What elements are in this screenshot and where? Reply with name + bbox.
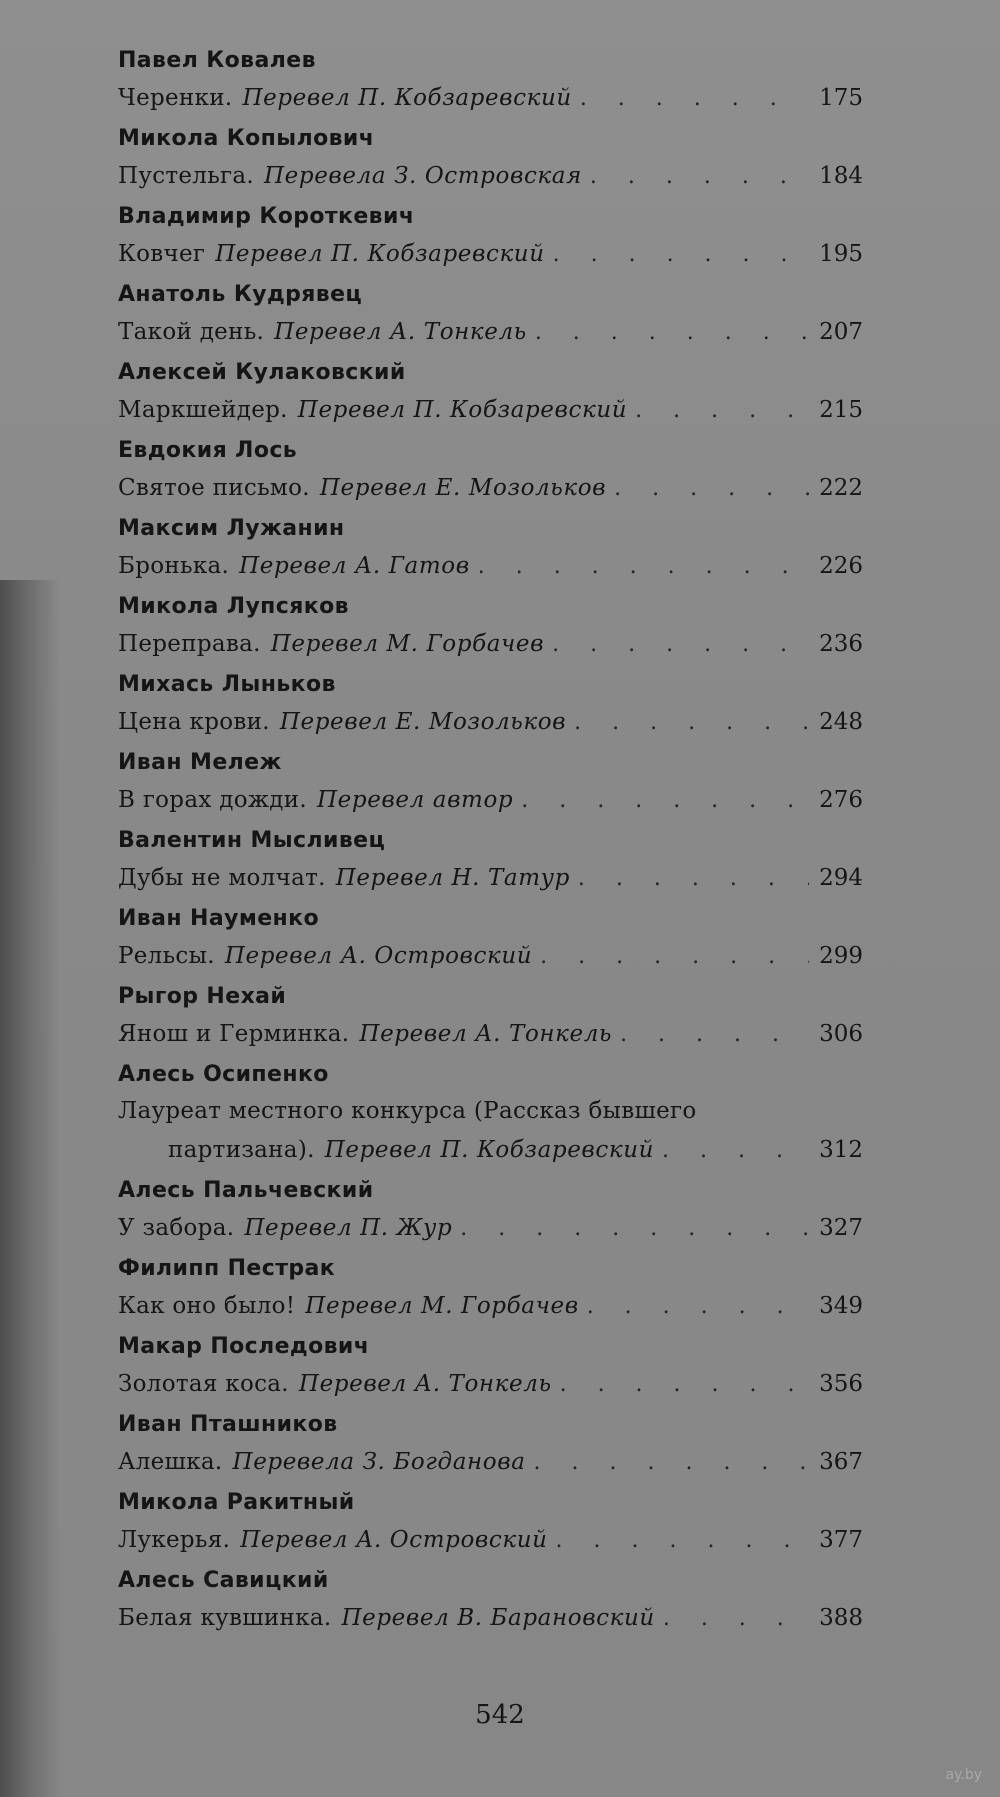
work-line xyxy=(118,1364,863,1408)
toc-entry xyxy=(118,278,863,356)
toc-entry xyxy=(118,746,863,824)
toc-entry xyxy=(118,1174,863,1252)
author-name: Макар Последович xyxy=(118,1334,370,1359)
work-title: Черенки. xyxy=(118,85,233,111)
work-line xyxy=(118,780,863,824)
leader-dots xyxy=(620,1015,809,1055)
translator: Перевел Н. Татур xyxy=(335,865,570,891)
author-name: Алесь Пальчевский xyxy=(118,1178,374,1203)
page-number: 184 xyxy=(819,163,863,189)
work-line xyxy=(118,390,863,434)
work-line xyxy=(118,1014,863,1058)
work-line xyxy=(118,624,863,668)
author-name: Евдокия Лось xyxy=(118,438,298,463)
work-line xyxy=(118,1598,863,1642)
leader-dots xyxy=(578,859,809,899)
author-name: Иван Пташников xyxy=(118,1412,338,1437)
toc-entry xyxy=(118,356,863,434)
leader-dots xyxy=(534,1443,809,1483)
page-number: 226 xyxy=(819,553,863,579)
work-title: У забора. xyxy=(118,1215,235,1241)
author-name: Филипп Пестрак xyxy=(118,1256,336,1281)
translator: Перевел А. Тонкель xyxy=(298,1371,552,1397)
page-number: 327 xyxy=(819,1215,863,1241)
author-name: Алексей Кулаковский xyxy=(118,360,406,385)
translator: Перевел автор xyxy=(317,787,514,813)
work-title: Маркшейдер. xyxy=(118,397,288,423)
work-title: Алешка. xyxy=(118,1449,223,1475)
work-title: Ковчег xyxy=(118,241,206,267)
translator: Перевел П. Кобзаревский xyxy=(297,397,628,423)
leader-dots xyxy=(587,1287,809,1327)
leader-dots xyxy=(552,625,809,665)
leader-dots xyxy=(614,469,809,509)
work-title: партизана). xyxy=(168,1137,315,1163)
leader-dots xyxy=(553,235,809,275)
work-line xyxy=(118,468,863,512)
toc-entry xyxy=(118,824,863,902)
page-number: 294 xyxy=(819,865,863,891)
work-title: Бронька. xyxy=(118,553,230,579)
work-line xyxy=(118,234,863,278)
work-line xyxy=(118,936,863,980)
author-name: Иван Науменко xyxy=(118,906,319,931)
translator: Перевела З. Богданова xyxy=(232,1449,526,1475)
leader-dots xyxy=(580,79,809,119)
work-title: Белая кувшинка. xyxy=(118,1605,332,1631)
page-number: 276 xyxy=(819,787,863,813)
leader-dots xyxy=(460,1209,809,1249)
work-line xyxy=(118,156,863,200)
leader-dots xyxy=(521,781,809,821)
leader-dots xyxy=(590,157,809,197)
work-title: Золотая коса. xyxy=(118,1371,289,1397)
work-title: Такой день. xyxy=(118,319,265,345)
toc-entry xyxy=(118,1408,863,1486)
work-title: Янош и Герминка. xyxy=(118,1021,350,1047)
author-name: Микола Копылович xyxy=(118,126,375,151)
author-name: Микола Лупсяков xyxy=(118,594,349,619)
work-line xyxy=(118,1130,863,1174)
toc-entry xyxy=(118,434,863,512)
work-line xyxy=(118,1442,863,1486)
work-title: Святое письмо. xyxy=(118,475,310,501)
work-line xyxy=(118,1208,863,1252)
translator: Перевел П. Жур xyxy=(244,1215,453,1241)
leader-dots xyxy=(478,547,809,587)
work-title: Цена крови. xyxy=(118,709,270,735)
work-title: Как оно было! xyxy=(118,1293,296,1319)
work-line xyxy=(118,78,863,122)
work-title: Дубы не молчат. xyxy=(118,865,326,891)
translator: Перевел Е. Мозольков xyxy=(319,475,607,501)
leader-dots xyxy=(574,703,809,743)
translator: Перевел А. Островский xyxy=(240,1527,548,1553)
translator: Перевел П. Кобзаревский xyxy=(324,1137,655,1163)
toc-entry xyxy=(118,902,863,980)
page-number: 356 xyxy=(819,1371,863,1397)
page-folio: 542 xyxy=(475,1700,525,1730)
author-name: Павел Ковалев xyxy=(118,48,316,73)
author-name: Валентин Мысливец xyxy=(118,828,386,853)
translator: Перевел В. Барановский xyxy=(341,1605,655,1631)
toc-entry xyxy=(118,1564,863,1642)
page-number: 248 xyxy=(819,709,863,735)
toc-entry xyxy=(118,200,863,278)
toc-entry xyxy=(118,668,863,746)
leader-dots xyxy=(556,1521,809,1561)
toc-entry xyxy=(118,512,863,590)
work-title: Рельсы. xyxy=(118,943,215,969)
page-number: 377 xyxy=(819,1527,863,1553)
page-number: 367 xyxy=(819,1449,863,1475)
translator: Перевел П. Кобзаревский xyxy=(242,85,572,111)
work-title: Переправа. xyxy=(118,631,261,657)
author-name: Михась Лыньков xyxy=(118,672,336,697)
toc-entry xyxy=(118,1058,863,1174)
translator: Перевел А. Тонкель xyxy=(274,319,527,345)
page-shadow xyxy=(0,580,60,1797)
table-of-contents xyxy=(118,44,863,1642)
leader-dots xyxy=(663,1599,809,1639)
page-number: 195 xyxy=(819,241,863,267)
work-line xyxy=(118,546,863,590)
leader-dots xyxy=(560,1365,809,1405)
work-line xyxy=(118,1286,863,1330)
leader-dots xyxy=(662,1131,809,1171)
toc-entry xyxy=(118,1252,863,1330)
translator: Перевел М. Горбачев xyxy=(305,1293,579,1319)
author-name: Максим Лужанин xyxy=(118,516,345,541)
leader-dots xyxy=(540,937,809,977)
leader-dots xyxy=(635,391,809,431)
author-name: Анатоль Кудрявец xyxy=(118,282,363,307)
translator: Перевел Е. Мозольков xyxy=(279,709,567,735)
work-line xyxy=(118,858,863,902)
translator: Перевела З. Островская xyxy=(264,163,582,189)
work-title-line1: Лауреат местного конкурса (Рассказ бывшего xyxy=(118,1098,697,1124)
watermark: ay.by xyxy=(945,1767,982,1783)
toc-entry xyxy=(118,980,863,1058)
work-title: Пустельга. xyxy=(118,163,255,189)
work-line xyxy=(118,702,863,746)
work-title: Лукерья. xyxy=(118,1527,231,1553)
page-number: 236 xyxy=(819,631,863,657)
author-name: Микола Ракитный xyxy=(118,1490,355,1515)
translator: Перевел П. Кобзаревский xyxy=(215,241,545,267)
work-line xyxy=(118,312,863,356)
page-number: 222 xyxy=(819,475,863,501)
leader-dots xyxy=(535,313,809,353)
author-name: Алесь Савицкий xyxy=(118,1568,329,1593)
translator: Перевел М. Горбачев xyxy=(270,631,545,657)
toc-entry xyxy=(118,1486,863,1564)
author-name: Владимир Короткевич xyxy=(118,204,415,229)
work-title: В горах дожди. xyxy=(118,787,307,813)
translator: Перевел А. Тонкель xyxy=(359,1021,613,1047)
page-number: 299 xyxy=(819,943,863,969)
page-number: 207 xyxy=(819,319,863,345)
toc-entry xyxy=(118,590,863,668)
work-line xyxy=(118,1520,863,1564)
author-name: Алесь Осипенко xyxy=(118,1062,329,1087)
translator: Перевел А. Островский xyxy=(224,943,533,969)
author-name: Рыгор Нехай xyxy=(118,984,287,1009)
page-number: 312 xyxy=(819,1137,863,1163)
toc-entry xyxy=(118,44,863,122)
toc-entry xyxy=(118,122,863,200)
toc-entry xyxy=(118,1330,863,1408)
translator: Перевел А. Гатов xyxy=(239,553,470,579)
page-number: 175 xyxy=(819,85,863,111)
page-number: 215 xyxy=(819,397,863,423)
page-number: 388 xyxy=(819,1605,863,1631)
page-number: 306 xyxy=(819,1021,863,1047)
author-name: Иван Мележ xyxy=(118,750,282,775)
page-number: 349 xyxy=(819,1293,863,1319)
